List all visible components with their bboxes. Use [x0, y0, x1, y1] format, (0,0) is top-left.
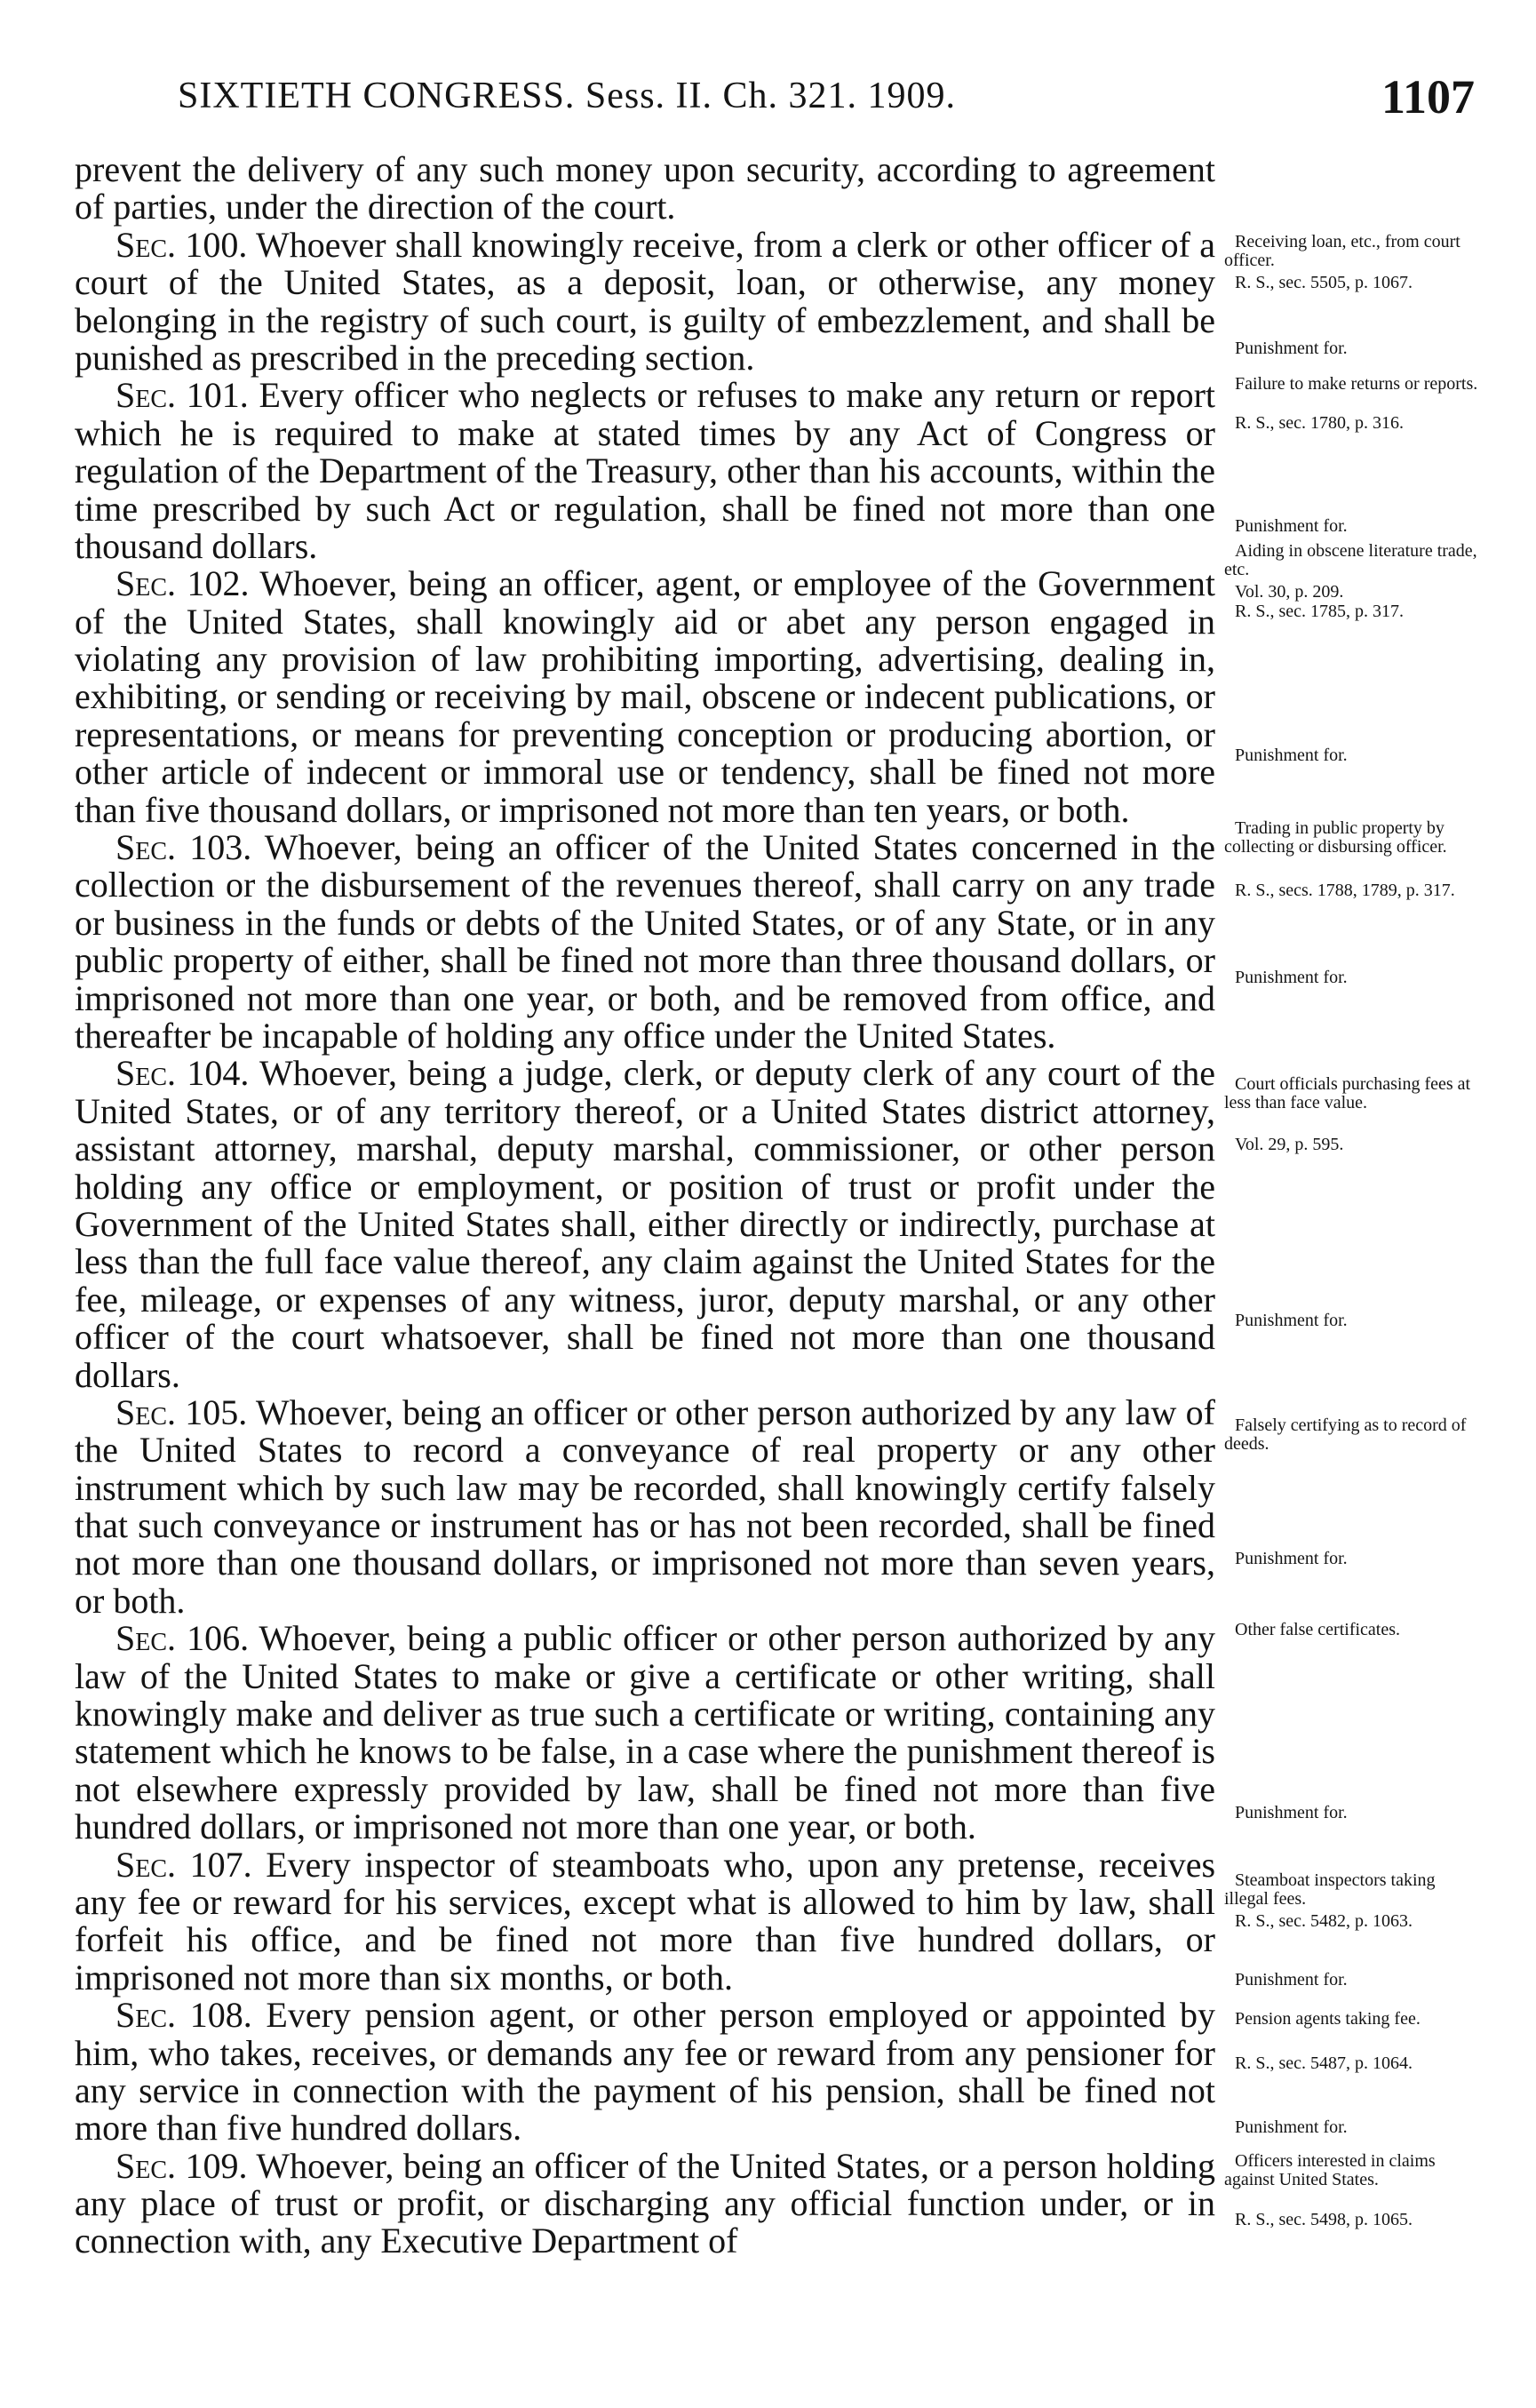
section-label: Sec. 106.	[115, 1618, 250, 1659]
margin-note: Punishment for.	[1235, 516, 1348, 536]
margin-note-citation: R. S., secs. 1788, 1789, p. 317.	[1235, 881, 1455, 900]
page-header	[178, 69, 1475, 132]
margin-note: Punishment for.	[1235, 2117, 1348, 2137]
margin-note: Aiding in obscene literature trade, etc.	[1224, 541, 1477, 579]
section-text: Whoever, being a public officer or other person authorized by any law of the United States to make or give a certificate or other writing, shall knowingly make and deliver as true such a certificate or writing, containing any statement which he knows to be false, in a case where the punishment thereof is not elsewhere expressly provided by law, shall be fined not more than five hundred dollars, or imprisoned not more than one year, or both.	[75, 1618, 1216, 1847]
section-text: Whoever, being an officer of the United States concerned in the collection or the disbursement of the revenues thereof, shall carry on any trade or business in the funds or debts of the United States, or of any State, or in any public property of either, shall be fined not more than three thousand dollars, or imprisoned not more than one year, or both, and be removed from office, and thereafter be incapable of holding any office under the United States.	[75, 827, 1215, 1056]
margin-note-citation: R. S., sec. 5482, p. 1063.	[1235, 1911, 1413, 1931]
margin-note: Punishment for.	[1235, 1970, 1348, 1989]
margin-note: Other false certificates.	[1235, 1620, 1401, 1639]
running-head: SIXTIETH CONGRESS. Sess. II. Ch. 321. 1909.	[178, 76, 957, 116]
section-label: Sec. 108.	[115, 1995, 252, 2036]
margin-note-citation: R. S., sec. 1785, p. 317.	[1235, 602, 1404, 621]
section-109	[75, 2145, 1215, 2261]
paragraph-continuation	[75, 151, 1215, 227]
margin-note: Punishment for.	[1235, 1549, 1348, 1568]
section-106	[75, 1620, 1215, 1846]
section-label: Sec. 100.	[115, 224, 248, 265]
section-text: Whoever, being an officer of the United States, or a person holding any place of trust or profit, or discharging any official function under, or in connection with, any Executive Department of	[75, 2145, 1215, 2261]
section-108	[75, 1997, 1215, 2148]
section-text: Every officer who neglects or refuses to make any return or report which he is required to make at stated times by any Act of Congress or regulation of the Department of the Treasury, other than his accounts, within the time prescribed by such Act or regulation, shall be fined not more than one thousand dollars.	[75, 375, 1216, 566]
margin-note: Receiving loan, etc., from court officer.	[1224, 232, 1460, 270]
section-text: Whoever shall knowingly receive, from a clerk or other officer of a court of the United States, as a deposit, loan, or otherwise, any money belonging in the registry of such court, is guilty of embezzlement, and shall be punished as prescribed in the preceding section.	[75, 224, 1215, 378]
margin-note-citation: Vol. 29, p. 595.	[1235, 1135, 1344, 1154]
margin-note-citation: Vol. 30, p. 209.	[1235, 582, 1344, 602]
margin-note: Pension agents taking fee.	[1235, 2009, 1421, 2029]
statute-body	[75, 151, 1215, 2260]
margin-note: Steamboat inspectors taking illegal fees.	[1224, 1870, 1436, 1909]
paragraph-text: prevent the delivery of any such money upon security, according to agreement of parties, under the direction of the court.	[75, 149, 1215, 227]
section-101	[75, 377, 1215, 565]
margin-note: Punishment for.	[1235, 339, 1348, 358]
section-label: Sec. 109.	[115, 2145, 248, 2186]
margin-note: Punishment for.	[1235, 746, 1348, 765]
margin-note-citation: R. S., sec. 5487, p. 1064.	[1235, 2053, 1413, 2073]
section-text: Every pension agent, or other person employed or appointed by him, who takes, receives, or demands any fee or reward from any pensioner for any service in connection with the payment of his pension, shall be fined not more than five hundred dollars.	[75, 1995, 1216, 2149]
section-100	[75, 224, 1215, 378]
section-text: Whoever, being a judge, clerk, or deputy clerk of any court of the United States, or of any territory thereof, or a United States district attorney, assistant attorney, marshal, deputy marshal, commissioner, or other person holding any office or employment, or position of trust or profit under the Government of the United States shall, either directly or indirectly, purchase at less than the full face value thereof, any claim against the United States for the fee, mileage, or expenses of any witness, juror, deputy marshal, or any other officer of the court whatsoever, shall be fined not more than one thousand dollars.	[75, 1053, 1216, 1395]
section-label: Sec. 102.	[115, 563, 250, 604]
margin-note: Punishment for.	[1235, 1803, 1348, 1822]
margin-notes	[1224, 151, 1482, 2372]
section-label: Sec. 104.	[115, 1053, 250, 1094]
section-label: Sec. 101.	[115, 375, 249, 416]
page-number: 1107	[1381, 70, 1475, 124]
section-103	[75, 829, 1215, 1055]
section-label: Sec. 103.	[115, 827, 252, 868]
margin-note: Trading in public property by collecting or disbursing officer.	[1224, 818, 1447, 857]
section-102	[75, 565, 1215, 829]
section-104	[75, 1055, 1215, 1394]
section-text: Every inspector of steamboats who, upon any pretense, receives any fee or reward for his services, except what is allowed to him by law, shall forfeit his office, and be fined not more than five hundred dollars, or imprisoned not more than six months, or both.	[75, 1844, 1216, 1997]
margin-note: Court officials purchasing fees at less than face value.	[1224, 1074, 1471, 1112]
section-label: Sec. 107.	[115, 1844, 252, 1885]
margin-note: Officers interested in claims against United States.	[1224, 2151, 1436, 2189]
section-105	[75, 1391, 1215, 1621]
section-label: Sec. 105.	[115, 1391, 248, 1432]
margin-note-citation: R. S., sec. 5505, p. 1067.	[1235, 273, 1413, 292]
section-107	[75, 1846, 1215, 1997]
margin-note-citation: R. S., sec. 1780, p. 316.	[1235, 413, 1404, 433]
margin-note: Punishment for.	[1235, 1311, 1348, 1330]
margin-note-citation: R. S., sec. 5498, p. 1065.	[1235, 2210, 1413, 2229]
margin-note: Falsely certifying as to record of deeds.	[1224, 1415, 1467, 1454]
section-text: Whoever, being an officer, agent, or employee of the Government of the United States, shall knowingly aid or abet any person engaged in violating any provision of law prohibiting importing, advertising, dealing in, exhibiting, or sending or receiving by mail, obscene or indecent publications, or representations, or means for preventing conception or producing abortion, or other article of indecent or immoral use or tendency, shall be fined not more than five thousand dollars, or imprisoned not more than ten years, or both.	[75, 563, 1216, 830]
section-text: Whoever, being an officer or other person authorized by any law of the United States to record a conveyance of real property or any other instrument which by such law may be recorded, shall knowingly certify falsely that such conveyance or instrument has or has not been recorded, shall be fined not more than one thousand dollars, or imprisoned not more than seven years, or both.	[75, 1391, 1215, 1621]
margin-note: Failure to make returns or reports.	[1235, 374, 1478, 394]
margin-note: Punishment for.	[1235, 968, 1348, 987]
